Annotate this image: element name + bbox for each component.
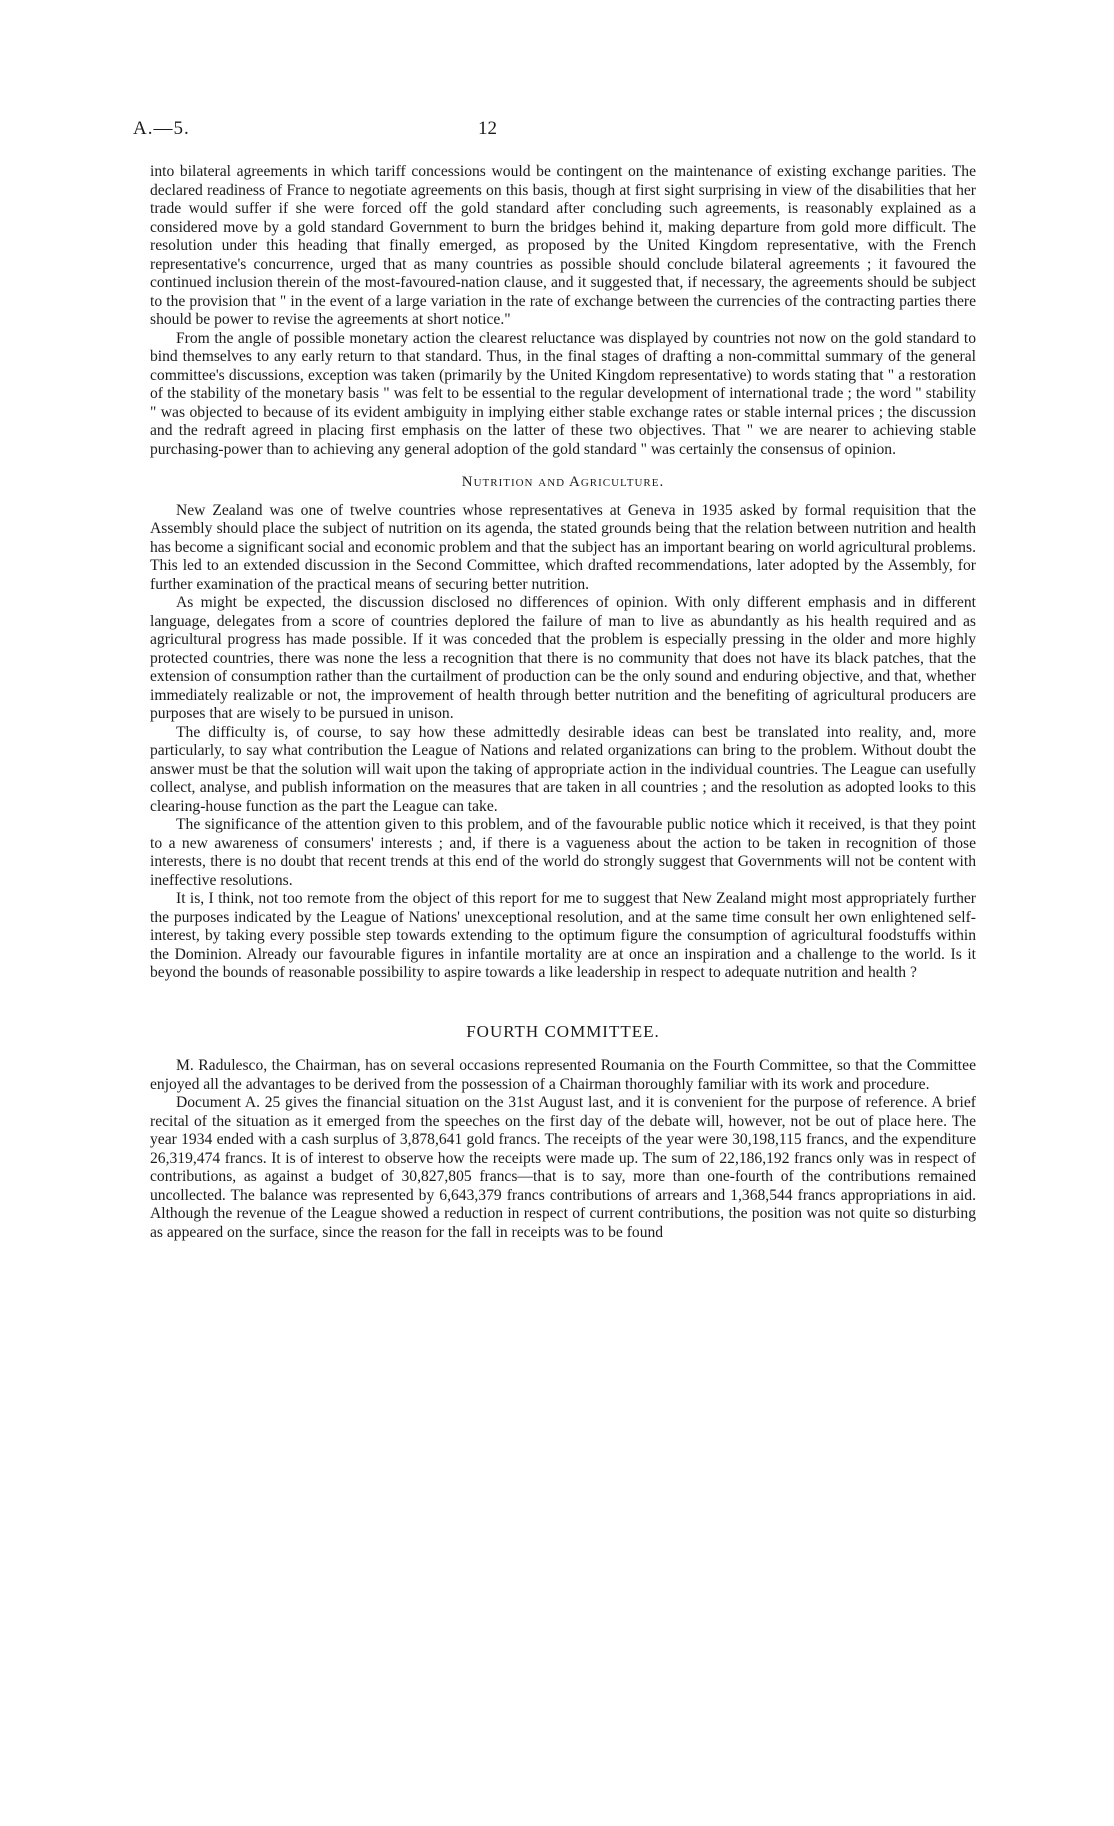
paragraph-nutrition-4: The significance of the attention given to this problem, and of the favourable public notice which it received, is that they point to a new awareness of consumers' interests ; and, if there is a vagueness about the action to be taken in recognition of those interests, there is no doubt that recent trends at this end of the world do strongly suggest that Governments will not be content with ineffective resolutions.	[150, 816, 976, 889]
section-heading-fourth-committee: FOURTH COMMITTEE.	[466, 1021, 660, 1041]
paragraph-monetary-action: From the angle of possible monetary action the clearest reluctance was displayed by countries not now on the gold standard to bind themselves to any early return to that standard. Thus, in the final stages of drafting a non-committal summary of the general committee's discussions, exception was taken (primarily by the United Kingdom representative) to words stating that " a restoration of the stability of the monetary basis " was felt to be essential to the regular development of international trade ; the word " stability " was objected to because of its evident ambiguity in implying either stable exchange rates or stable internal prices ; the discussion and the redraft agreed in placing first emphasis on the latter of these two objectives. That " we are nearer to achieving stable purchasing-power than to achieving any general adoption of the gold standard " was certainly the consensus of opinion.	[150, 329, 976, 458]
section-heading-nutrition: Nutrition and Agriculture.	[461, 474, 665, 490]
document-body	[150, 163, 976, 1242]
paragraph-nutrition-1: New Zealand was one of twelve countries whose representatives at Geneva in 1935 asked by formal requisition that the Assembly should place the subject of nutrition on its agenda, the stated grounds being that the relation between nutrition and health has become a significant social and economic problem and that the subject has an important bearing on world agricultural problems. This led to an extended discussion in the Second Committee, which drafted recommendations, later adopted by the Assembly, for further examination of the practical means of securing better nutrition.	[150, 501, 976, 593]
page-header	[133, 118, 848, 142]
paragraph-continued: into bilateral agreements in which tariff concessions would be contingent on the maintenance of existing exchange parities. The declared readiness of France to negotiate agreements on this basis, though at first sight surprising in view of the disabilities that her trade would suffer if she were forced off the gold standard after concluding such agreements, is reasonably explained as a considered move by a gold standard Government to burn the bridges behind it, making departure from gold more difficult. The resolution under this heading that finally emerged, as proposed by the United Kingdom representative, with the French representative's concurrence, urged that as many countries as possible should conclude bilateral agreements ; it favoured the continued inclusion therein of the most-favoured-nation clause, and it suggested that, if necessary, the agreements should be subject to the provision that " in the event of a large variation in the rate of exchange between the currencies of the contracting parties there should be power to revise the agreements at short notice."	[150, 163, 976, 328]
paragraph-committee-1: M. Radulesco, the Chairman, has on several occasions represented Roumania on the Fourth Committee, so that the Committee enjoyed all the advantages to be derived from the possession of a Chairman thoroughly familiar with its work and procedure.	[150, 1057, 976, 1093]
paragraph-nutrition-2: As might be expected, the discussion disclosed no differences of opinion. With only different emphasis and in different language, delegates from a score of countries deplored the failure of man to live as abundantly as his health required and as agricultural progress has made possible. If it was conceded that the problem is especially pressing in the older and more highly protected countries, there was none the less a recognition that there is no community that does not have its black patches, that the extension of consumption rather than the curtailment of production can be the only sound and enduring objective, and that, whether immediately realizable or not, the improvement of health through better nutrition and the benefiting of agricultural producers are purposes that are wisely to be pursued in unison.	[150, 594, 976, 722]
paragraph-nutrition-3: The difficulty is, of course, to say how these admittedly desirable ideas can best be translated into reality, and, more particularly, to say what contribution the League of Nations and related organizations can bring to the problem. Without doubt the answer must be that the solution will wait upon the taking of appropriate action in the individual countries. The League can usefully collect, analyse, and publish information on the measures that are taken in all countries ; and the resolution as adopted looks to this clearing-house function as the part the League can take.	[150, 723, 976, 815]
paragraph-committee-2: Document A. 25 gives the financial situation on the 31st August last, and it is convenient for the purpose of reference. A brief recital of the situation as it emerged from the speeches on the first day of the debate will, however, not be out of place here. The year 1934 ended with a cash surplus of 3,878,641 gold francs. The receipts of the year were 30,198,115 francs, and the expenditure 26,319,474 francs. It is of interest to observe how the receipts were made up. The sum of 22,186,192 francs only was in respect of contributions, as against a budget of 30,827,805 francs—that is to say, more than one-fourth of the contributions remained uncollected. The balance was represented by 6,643,379 francs contributions of arrears and 1,368,544 francs appropriations in aid. Although the revenue of the League showed a reduction in respect of current contributions, the position was not quite so disturbing as appeared on the surface, since the reason for the fall in receipts was to be found	[150, 1094, 976, 1241]
page-number: 12	[478, 118, 497, 139]
paragraph-nutrition-5: It is, I think, not too remote from the object of this report for me to suggest that New Zealand might most appropriately further the purposes indicated by the League of Nations' unexceptional resolution, and at the same time consult her own enlightened self-interest, by taking every possible step towards extending to the optimum figure the consumption of agricultural foodstuffs within the Dominion. Already our favourable figures in infantile mortality are at once an inspiration and a challenge to the world. Is it beyond the bounds of reasonable possibility to aspire towards a like leadership in respect to adequate nutrition and health ?	[150, 890, 976, 981]
page-reference: A.—5.	[133, 118, 190, 139]
